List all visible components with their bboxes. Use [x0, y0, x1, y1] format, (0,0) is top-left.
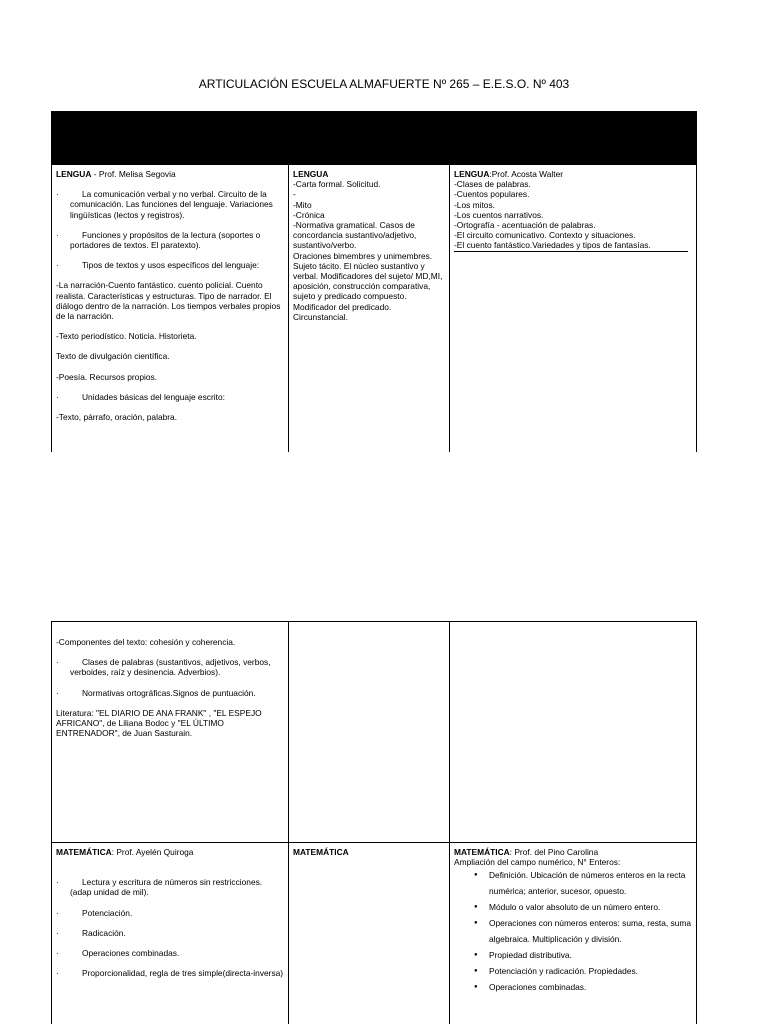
list-item: · Proporcionalidad, regla de tres simple(directa-inversa) — [56, 968, 284, 979]
col-heading: LENGUA - Prof. Melisa Segovia — [56, 169, 176, 179]
list-item: · Potenciación. — [56, 907, 133, 918]
list-item: · Operaciones combinadas. — [56, 948, 180, 959]
list-item: ● Potenciación y radicación. Propiedades. — [454, 963, 692, 979]
list-item: -Los mitos. — [454, 199, 495, 210]
list-item: -Normativa gramatical. Casos de concordancia sustantivo/adjetivo, sustantivo/verbo. — [293, 220, 417, 251]
lengua-col-segovia — [52, 165, 288, 452]
paragraph: -Componentes del texto: cohesión y coherencia. — [56, 637, 236, 647]
list-item: -Crónica — [293, 209, 325, 220]
list-item: · Lectura y escritura de números sin restricciones. (adap unidad de mil). — [56, 877, 263, 898]
matematica-col-delpino — [450, 843, 696, 1024]
col-heading: LENGUA:Prof. Acosta Walter — [454, 169, 564, 179]
list-item: · Funciones y propósitos de la lectura (soportes o portadores de textos. El paratexto). — [56, 229, 261, 251]
list-item: · La comunicación verbal y no verbal. Circuito de la comunicación. Las funciones del lenguaje. Variaciones lingüísticas (lectos y registros). — [56, 189, 273, 220]
list-item: -Clases de palabras. — [454, 179, 531, 190]
col-heading: MATEMÁTICA — [293, 847, 349, 857]
lengua-col-acosta — [450, 165, 696, 452]
list-item: · Normativas ortográficas.Signos de puntuación. — [56, 687, 256, 698]
matematica-col-quiroga — [52, 843, 288, 1024]
paragraph: -Poesía. Recursos propios. — [56, 371, 158, 382]
list-item: ● Módulo o valor absoluto de un número entero. — [454, 899, 692, 915]
list-item: · Tipos de textos y usos específicos del lenguaje: — [56, 260, 260, 271]
list-item: - — [293, 189, 296, 200]
list-item: ● Operaciones con números enteros: suma, resta, suma algebraica. Multiplicación y división. — [454, 915, 692, 947]
list-item: -El cuento fantástico.Variedades y tipos de fantasías. — [454, 240, 692, 251]
list-item: -Cuentos populares. — [454, 189, 530, 200]
list-item: ● Definición. Ubicación de números enteros en la recta numérica; anterior, sucesor, opuesto. — [454, 867, 692, 899]
lengua-continuation-col — [52, 622, 288, 842]
matematica-col-2 — [289, 843, 449, 1024]
list-item: -Ortografía - acentuación de palabras. — [454, 220, 596, 231]
col-heading: MATEMÁTICA: Prof. del Pino Carolina — [454, 847, 599, 857]
paragraph: -Texto, párrafo, oración, palabra. — [56, 412, 178, 423]
list-item: · Clases de palabras (sustantivos, adjetivos, verbos, verboides, raíz y desinencia. Adverbios). — [56, 657, 271, 678]
table-page1 — [51, 165, 697, 452]
table-header-bar — [51, 111, 697, 165]
list-item: · Unidades básicas del lenguaje escrito: — [56, 391, 225, 402]
list-item: -Los cuentos narrativos. — [454, 209, 544, 220]
col-heading: MATEMÁTICA: Prof. Ayelén Quiroga — [56, 847, 194, 857]
lengua-col-2 — [289, 165, 449, 452]
paragraph: -La narración-Cuento fantástico. cuento policial. Cuento realista. Características y estructuras. Tipo de narrador. El diálogo dentro de la narración. Los tiempos verbales propios de la narración. — [56, 280, 281, 322]
paragraph: Texto de divulgación científica. — [56, 351, 170, 362]
paragraph: Literatura: "EL DIARIO DE ANA FRANK" , "EL ESPEJO AFRICANO", de Liliana Bodoc y "EL ÚLTIMO ENTRENADOR", de Juan Sasturain. — [56, 707, 262, 739]
table-page2 — [51, 621, 697, 1024]
bullet-list — [454, 867, 692, 995]
paragraph: -Texto periodístico. Noticia. Historieta. — [56, 331, 197, 342]
list-item: ● Propiedad distributiva. — [454, 947, 692, 963]
paragraph: Ampliación del campo numérico, N° Enteros: — [454, 857, 621, 868]
list-item: -El circuito comunicativo. Contexto y situaciones. — [454, 230, 636, 241]
list-item: -Carta formal. Solicitud. — [293, 179, 381, 190]
list-item: · Radicación. — [56, 927, 126, 938]
list-item: Oraciones bimembres y unimembres. Sujeto tácito. El núcleo sustantivo y verbal. Modificadores del sujeto/ MD,MI, aposición, construcción comparativa, sujeto y predicado compuesto. Modificador del predicado. Circunstancial. — [293, 250, 443, 322]
list-item: ● Operaciones combinadas. — [454, 979, 692, 995]
list-item: -Mito — [293, 199, 312, 210]
col-heading: LENGUA — [293, 169, 329, 179]
page-title: ARTICULACIÓN ESCUELA ALMAFUERTE Nº 265 – E.E.S.O. Nº 403 — [198, 77, 570, 91]
